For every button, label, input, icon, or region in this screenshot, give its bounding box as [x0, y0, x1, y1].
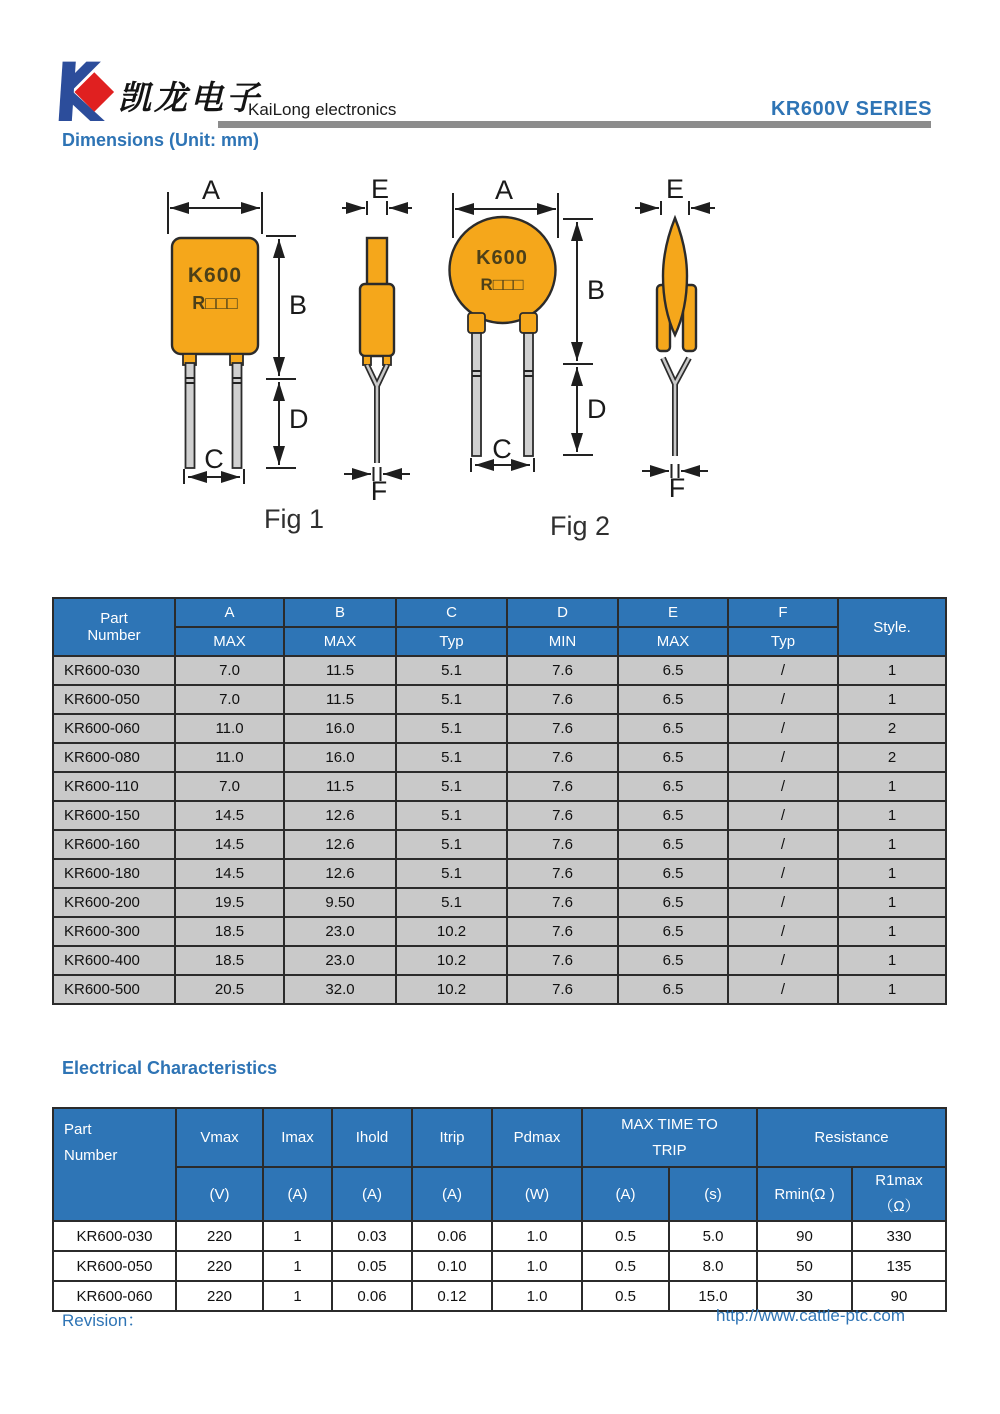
dim-label-c: C — [204, 444, 224, 474]
col-header-e: E — [618, 598, 728, 627]
value-cell: 0.5 — [582, 1251, 669, 1281]
value-cell: / — [728, 772, 838, 801]
col-header-c: C — [396, 598, 507, 627]
table-row — [53, 1221, 946, 1251]
value-cell: 5.1 — [396, 801, 507, 830]
part-number-header — [53, 598, 175, 656]
lead-left — [472, 333, 481, 456]
part-number-cell: KR600-160 — [53, 830, 175, 859]
value-cell: 5.0 — [669, 1221, 757, 1251]
table-row — [53, 975, 946, 1004]
col-header-max-time-to-trip — [582, 1108, 757, 1167]
unit-ihold: (A) — [332, 1167, 412, 1221]
value-cell: / — [728, 830, 838, 859]
value-cell: 1 — [838, 656, 946, 685]
value-cell: / — [728, 975, 838, 1004]
col-subheader-c: Typ — [396, 627, 507, 656]
part-number-cell: KR600-030 — [53, 1221, 176, 1251]
side-lead-tab — [383, 356, 391, 365]
dim-label-f: F — [668, 473, 686, 503]
dim-label-c: C — [492, 434, 512, 464]
value-cell: 7.6 — [507, 714, 618, 743]
table-row — [53, 917, 946, 946]
mtt-line1: MAX TIME TO — [621, 1115, 718, 1133]
lead-tab — [520, 313, 537, 333]
value-cell: 14.5 — [175, 830, 284, 859]
value-cell: 50 — [757, 1251, 852, 1281]
value-cell: 0.10 — [412, 1251, 492, 1281]
value-cell: 7.0 — [175, 772, 284, 801]
value-cell: 1 — [838, 685, 946, 714]
table-row — [53, 830, 946, 859]
component-side-coating — [360, 284, 394, 356]
value-cell: 9.50 — [284, 888, 396, 917]
electrical-section-title: Electrical Characteristics — [62, 1058, 278, 1078]
table-row — [53, 946, 946, 975]
value-cell: 5.1 — [396, 743, 507, 772]
r1max-line1: R1max — [875, 1172, 923, 1189]
component-body-front — [450, 217, 556, 323]
col-header-imax: Imax — [263, 1108, 332, 1167]
value-cell: 11.5 — [284, 656, 396, 685]
value-cell: 32.0 — [284, 975, 396, 1004]
body-marking-2: R□□□ — [480, 275, 524, 294]
value-cell: 5.1 — [396, 714, 507, 743]
figure-1-drawing — [148, 178, 458, 508]
value-cell: 6.5 — [618, 656, 728, 685]
value-cell: 18.5 — [175, 917, 284, 946]
dimensions-header-row-1 — [53, 598, 946, 627]
value-cell: 7.6 — [507, 946, 618, 975]
value-cell: / — [728, 714, 838, 743]
col-subheader-d: MIN — [507, 627, 618, 656]
dim-label-f: F — [370, 476, 388, 506]
value-cell: 12.6 — [284, 830, 396, 859]
value-cell: 7.6 — [507, 685, 618, 714]
dim-label-d: D — [587, 394, 607, 424]
value-cell: 6.5 — [618, 743, 728, 772]
unit-mtt-a: (A) — [582, 1167, 669, 1221]
value-cell: / — [728, 859, 838, 888]
col-header-pdmax: Pdmax — [492, 1108, 582, 1167]
value-cell: 1.0 — [492, 1221, 582, 1251]
value-cell: 6.5 — [618, 801, 728, 830]
unit-vmax: (V) — [176, 1167, 263, 1221]
value-cell: 135 — [852, 1251, 946, 1281]
unit-mtt-s: (s) — [669, 1167, 757, 1221]
value-cell: 12.6 — [284, 859, 396, 888]
col-header-vmax: Vmax — [176, 1108, 263, 1167]
table-row — [53, 772, 946, 801]
dim-label-a: A — [201, 178, 221, 205]
value-cell: 0.5 — [582, 1221, 669, 1251]
value-cell: / — [728, 917, 838, 946]
value-cell: 0.12 — [412, 1281, 492, 1311]
body-marking-2: R□□□ — [192, 293, 238, 313]
body-marking-1: K600 — [476, 247, 528, 269]
value-cell: 10.2 — [396, 946, 507, 975]
part-number-cell: KR600-060 — [53, 1281, 176, 1311]
value-cell: 6.5 — [618, 917, 728, 946]
value-cell: 5.1 — [396, 888, 507, 917]
value-cell: 1 — [263, 1281, 332, 1311]
value-cell: 1 — [838, 946, 946, 975]
part-number-cell: KR600-080 — [53, 743, 175, 772]
part-number-cell: KR600-030 — [53, 656, 175, 685]
value-cell: 11.5 — [284, 685, 396, 714]
part-header-line2: Number — [87, 627, 141, 644]
value-cell: 6.5 — [618, 830, 728, 859]
col-header-f: F — [728, 598, 838, 627]
revision-label: Revision： — [62, 1311, 145, 1330]
mtt-line2: TRIP — [652, 1141, 687, 1159]
value-cell: / — [728, 801, 838, 830]
value-cell: 1 — [838, 975, 946, 1004]
value-cell: / — [728, 656, 838, 685]
col-header-ihold: Ihold — [332, 1108, 412, 1167]
header-divider — [218, 121, 931, 128]
value-cell: 1 — [263, 1221, 332, 1251]
table-row — [53, 685, 946, 714]
value-cell: / — [728, 946, 838, 975]
part-number-cell: KR600-400 — [53, 946, 175, 975]
part-number-cell: KR600-060 — [53, 714, 175, 743]
value-cell: 6.5 — [618, 714, 728, 743]
value-cell: 10.2 — [396, 975, 507, 1004]
col-header-resistance: Resistance — [757, 1108, 946, 1167]
value-cell: 2 — [838, 743, 946, 772]
part-header-line2: Number — [64, 1147, 118, 1164]
unit-pdmax: (W) — [492, 1167, 582, 1221]
value-cell: 1 — [838, 801, 946, 830]
logo-english-text: KaiLong electronics — [248, 100, 397, 119]
part-number-cell: KR600-180 — [53, 859, 175, 888]
value-cell: / — [728, 685, 838, 714]
part-number-header — [53, 1108, 176, 1221]
value-cell: 23.0 — [284, 946, 396, 975]
part-number-cell: KR600-500 — [53, 975, 175, 1004]
col-header-b: B — [284, 598, 396, 627]
figure-2-caption: Fig 2 — [550, 511, 611, 541]
part-number-cell: KR600-200 — [53, 888, 175, 917]
value-cell: 0.5 — [582, 1281, 669, 1311]
col-header-a: A — [175, 598, 284, 627]
logo-k-stem — [59, 62, 76, 121]
value-cell: 8.0 — [669, 1251, 757, 1281]
value-cell: 5.1 — [396, 830, 507, 859]
col-subheader-b: MAX — [284, 627, 396, 656]
dim-label-b: B — [587, 275, 606, 305]
value-cell: 11.0 — [175, 743, 284, 772]
table-row — [53, 743, 946, 772]
table-row — [53, 859, 946, 888]
value-cell: 6.5 — [618, 772, 728, 801]
dim-label-e: E — [665, 178, 685, 204]
table-row — [53, 801, 946, 830]
value-cell: 7.6 — [507, 859, 618, 888]
style-header: Style. — [838, 598, 946, 656]
col-subheader-a: MAX — [175, 627, 284, 656]
value-cell: 7.6 — [507, 743, 618, 772]
dimensions-table — [52, 597, 947, 1005]
body-marking-1: K600 — [187, 264, 243, 287]
part-number-cell: KR600-150 — [53, 801, 175, 830]
value-cell: 5.1 — [396, 772, 507, 801]
dim-label-b: B — [289, 290, 308, 320]
value-cell: 12.6 — [284, 801, 396, 830]
lead-tab — [468, 313, 485, 333]
value-cell: 6.5 — [618, 975, 728, 1004]
value-cell: 20.5 — [175, 975, 284, 1004]
dimensions-section-title: Dimensions (Unit: mm) — [62, 130, 260, 150]
value-cell: 7.6 — [507, 830, 618, 859]
dimensions-header-row-2 — [53, 627, 946, 656]
electrical-header-row-2 — [53, 1167, 946, 1221]
value-cell: 10.2 — [396, 917, 507, 946]
website-link[interactable]: http://www.cattle-ptc.com — [716, 1306, 905, 1325]
value-cell: 1 — [838, 888, 946, 917]
value-cell: 14.5 — [175, 801, 284, 830]
col-header-itrip: Itrip — [412, 1108, 492, 1167]
col-subheader-f: Typ — [728, 627, 838, 656]
table-row — [53, 714, 946, 743]
value-cell: / — [728, 743, 838, 772]
r1max-line2: （Ω） — [878, 1198, 920, 1215]
value-cell: 5.1 — [396, 656, 507, 685]
value-cell: 6.5 — [618, 888, 728, 917]
value-cell: 11.0 — [175, 714, 284, 743]
dim-label-a: A — [494, 178, 514, 205]
kailong-logo — [56, 60, 122, 124]
value-cell: 2 — [838, 714, 946, 743]
value-cell: 6.5 — [618, 946, 728, 975]
unit-r1max — [852, 1167, 946, 1221]
value-cell: 1.0 — [492, 1251, 582, 1281]
value-cell: 6.5 — [618, 859, 728, 888]
value-cell: 15.0 — [669, 1281, 757, 1311]
value-cell: 7.0 — [175, 656, 284, 685]
logo-chinese-text: 凯龙电子 — [118, 78, 262, 117]
dim-label-e: E — [370, 178, 390, 204]
value-cell: 5.1 — [396, 685, 507, 714]
dim-label-d: D — [289, 404, 309, 434]
value-cell: 5.1 — [396, 859, 507, 888]
value-cell: 1 — [838, 917, 946, 946]
value-cell: 0.06 — [332, 1281, 412, 1311]
value-cell: 16.0 — [284, 743, 396, 772]
value-cell: 220 — [176, 1281, 263, 1311]
figure-2-drawing — [438, 178, 738, 508]
part-header-line1: Part — [64, 1121, 92, 1138]
value-cell: 1 — [263, 1251, 332, 1281]
value-cell: 6.5 — [618, 685, 728, 714]
value-cell: 7.6 — [507, 656, 618, 685]
value-cell: 14.5 — [175, 859, 284, 888]
value-cell: 0.05 — [332, 1251, 412, 1281]
col-header-d: D — [507, 598, 618, 627]
value-cell: 1.0 — [492, 1281, 582, 1311]
value-cell: 7.6 — [507, 772, 618, 801]
table-row — [53, 656, 946, 685]
table-row — [53, 888, 946, 917]
figure-1-caption: Fig 1 — [264, 504, 325, 534]
value-cell: 7.6 — [507, 801, 618, 830]
value-cell: 330 — [852, 1221, 946, 1251]
table-row — [53, 1251, 946, 1281]
value-cell: 220 — [176, 1251, 263, 1281]
value-cell: 220 — [176, 1221, 263, 1251]
part-number-cell: KR600-050 — [53, 685, 175, 714]
part-number-cell: KR600-110 — [53, 772, 175, 801]
value-cell: 18.5 — [175, 946, 284, 975]
value-cell: 90 — [757, 1221, 852, 1251]
value-cell: 23.0 — [284, 917, 396, 946]
value-cell: 7.6 — [507, 888, 618, 917]
col-subheader-e: MAX — [618, 627, 728, 656]
value-cell: 1 — [838, 772, 946, 801]
value-cell: 7.0 — [175, 685, 284, 714]
series-title: KR600V SERIES — [770, 98, 932, 120]
unit-itrip: (A) — [412, 1167, 492, 1221]
electrical-header-row-1 — [53, 1108, 946, 1167]
value-cell: 16.0 — [284, 714, 396, 743]
value-cell: 0.06 — [412, 1221, 492, 1251]
lead-right — [524, 333, 533, 456]
side-lead-tab — [363, 356, 371, 365]
value-cell: 7.6 — [507, 975, 618, 1004]
value-cell: 19.5 — [175, 888, 284, 917]
value-cell: 0.03 — [332, 1221, 412, 1251]
unit-imax: (A) — [263, 1167, 332, 1221]
value-cell: / — [728, 888, 838, 917]
value-cell: 7.6 — [507, 917, 618, 946]
value-cell: 11.5 — [284, 772, 396, 801]
electrical-table — [52, 1107, 947, 1312]
part-number-cell: KR600-300 — [53, 917, 175, 946]
value-cell: 30 — [757, 1281, 852, 1311]
value-cell: 1 — [838, 859, 946, 888]
part-header-line1: Part — [100, 610, 128, 627]
value-cell: 1 — [838, 830, 946, 859]
unit-rmin: Rmin(Ω ) — [757, 1167, 852, 1221]
value-cell: 90 — [852, 1281, 946, 1311]
part-number-cell: KR600-050 — [53, 1251, 176, 1281]
